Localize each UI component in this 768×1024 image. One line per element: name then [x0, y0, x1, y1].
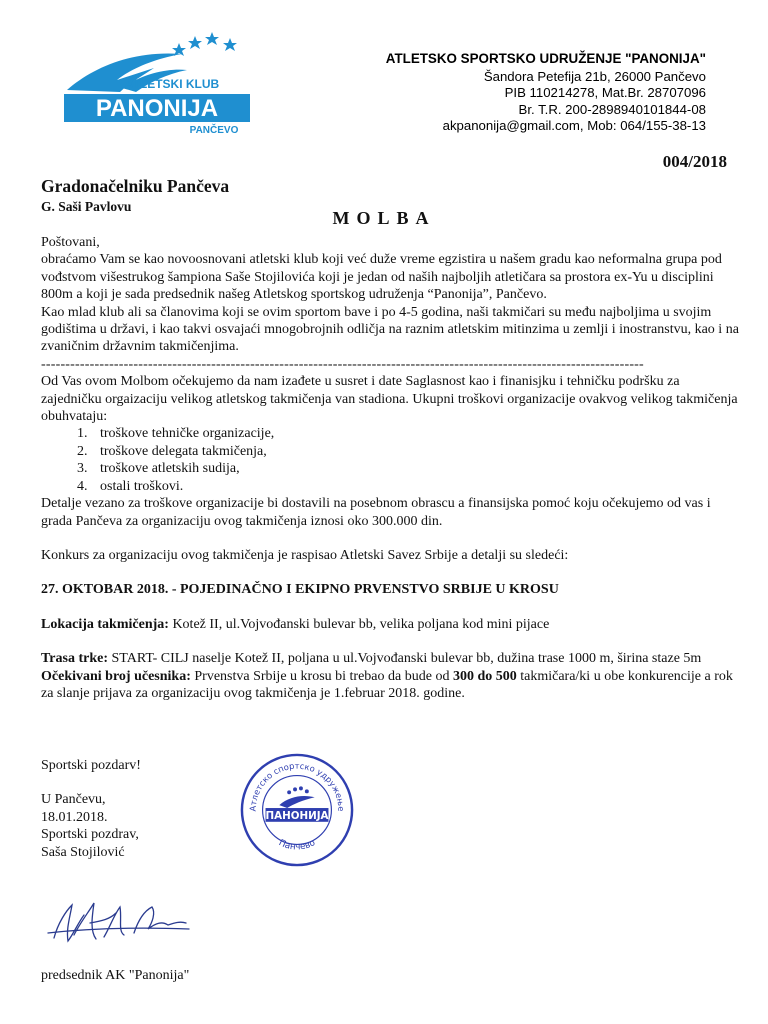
stars-icon	[172, 32, 237, 56]
closing-place: U Pančevu,	[41, 792, 106, 808]
org-account: Br. T.R. 200-2898940101844-08	[518, 101, 706, 117]
paragraph-details: Detalje vezano za troškove organizacije bi dostavili na posebnom obrascu a finansijska pomoć koju očekujemo od vas i grada Pančeva za organizaciju ovog takmičenja iznosi oko 300.000 din.	[41, 496, 711, 529]
closing-greeting: Sportski pozdarv!	[41, 758, 141, 773]
document-number: 004/2018	[662, 152, 727, 171]
org-email: akpanonija@gmail.com,	[442, 118, 584, 134]
logo-line-2: PANONIJA	[95, 95, 219, 122]
org-address: Šandora Petefija 21b, 26000 Pančevo	[483, 68, 706, 84]
route-line	[41, 650, 741, 667]
logo-line-3: PANČEVO	[189, 125, 239, 136]
paragraph-request: Od Vas ovom Molbom očekujemo da nam izađete u susret i date Saglasnost kao i finanisjku i tehničku podršku za zajedničku orgaizaciju velikog atletskog takmičenja van stadiona. Ukupni troškovi organizacije ovakvog velikog takmičenja obuhvataju:	[41, 374, 738, 425]
stamp-top-text: Атлетско спортско удружење	[247, 760, 347, 812]
stamp-stars-icon	[279, 786, 314, 808]
list-item: 1. troškove tehničke organizacije,	[91, 425, 741, 442]
event-heading: 27. OKTOBAR 2018. - POJEDINAČNO I EKIPNO PRVENSTVO SRBIJE U KROSU	[41, 582, 559, 598]
logo-line-1: ATLETSKI KLUB	[124, 77, 220, 91]
participants-range: 300 do 500	[452, 668, 517, 684]
stamp-center-text: ПАНОНИЈА	[265, 809, 329, 822]
list-item: 4. ostali troškovi.	[91, 478, 741, 495]
paragraph-competition: Konkurs za organizaciju ovog takmičenja je raspisao Atletski Savez Srbije a detalji su sledeći:	[41, 547, 569, 563]
location-text: Kotež II, ul.Vojvođanski bulevar bb, velika poljana kod mini pijace	[168, 616, 550, 632]
org-name: ATLETSKO SPORTSKO UDRUŽENJE "PANONIJA"	[385, 51, 706, 66]
organization-info	[386, 51, 706, 135]
route-text: START- CILJ naselje Kotež II, poljana u ul.Vojvođanski bulevar bb, dužina trase 1000 m, širina staze 5m	[108, 651, 702, 667]
greeting: Poštovani,	[41, 235, 100, 250]
club-logo	[62, 28, 252, 138]
participants-line: Očekivani broj učesnika: Prvenstva Srbije u krosu bi trebao da bude od 300 do 500 takmičara/ki u obe konkurencije a rok za slanje prijava za organizaciju ovog takmičenja je 1.februar 2018. godine.	[41, 668, 733, 701]
org-mobile: Mob: 064/155-38-13	[587, 118, 706, 134]
signature-caption: predsednik AK "Panonija"	[41, 968, 190, 983]
closing-date: 18.01.2018.	[41, 809, 108, 825]
location-label: Lokacija takmičenja:	[41, 616, 169, 632]
closing-greeting-2: Sportski pozdrav,	[41, 827, 139, 843]
costs-list	[41, 425, 741, 495]
location-line	[41, 616, 741, 633]
stamp-bottom-text: Панчево	[276, 838, 318, 853]
org-contact	[386, 118, 706, 135]
recipient-name: G. Saši Pavlovu	[41, 199, 132, 214]
route-label: Trasa trke:	[41, 651, 108, 667]
closing-block	[41, 757, 141, 861]
org-ids: PIB 110214278, Mat.Br. 28707096	[504, 85, 706, 101]
list-item: 3. troškove atletskih sudija,	[91, 460, 741, 477]
letter-body	[41, 234, 741, 702]
closing-name: Saša Stojilović	[41, 844, 125, 860]
participants-label: Očekivani broj učesnika:	[41, 668, 191, 684]
list-item: 2. troškove delegata takmičenja,	[91, 443, 741, 460]
official-stamp	[238, 751, 356, 869]
paragraph-club: Kao mlad klub ali sa članovima koji se ovim sportom bave i po 4-5 godina, naši takmičari su među najboljima u svojim godištima u državi, i kao takvi osvajaći mnogobrojnih odličja na raznim atletskim mitinzima u zemlji i inostranstvu, kao i na zvaničnim državnim takmičenjima.	[41, 304, 739, 355]
svg-text:Панчево	[277, 838, 317, 852]
handwritten-signature	[44, 893, 194, 953]
letter-title: MOLBA	[332, 208, 436, 228]
recipient-title: Gradonačelniku Pančeva	[41, 176, 230, 196]
paragraph-intro: obraćamo Vam se kao novoosnovani atletski klub koji već duže vreme egzistira u našem gradu kao neformalna grupa pod vođstvom višestrukog šampiona Saše Stojilovića koji je jedan od naših najboljih atletičara sa prostora ex-Yu u disciplini 800m a koji je sada predsednik našeg Atletskog sportskog udruženja “Panonija”, Pančevo.	[41, 252, 722, 303]
divider-line: ----------------------------------------------------------------------------------------------------------------------------	[41, 356, 644, 372]
